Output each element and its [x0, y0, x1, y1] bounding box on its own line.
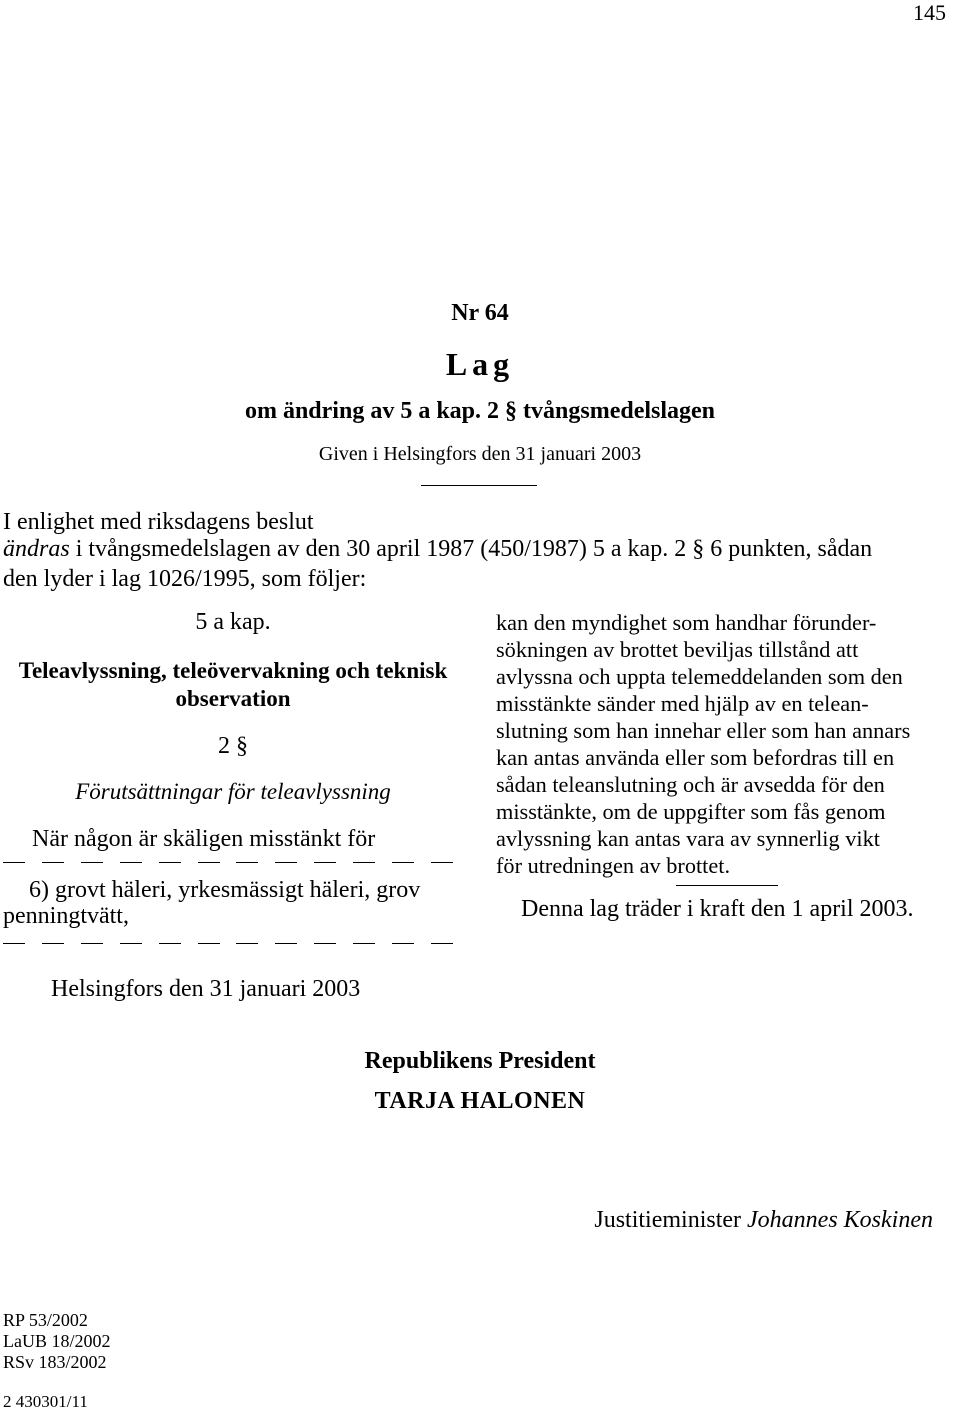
right-line: avlyssning kan antas vara av synnerlig vikt: [496, 826, 880, 851]
president-name: TARJA HALONEN: [374, 1088, 586, 1114]
reference-item: RP 53/2002: [3, 1310, 88, 1330]
chapter-label: 5 a kap.: [195, 609, 271, 635]
intro-line-1: I enlighet med riksdagens beslut: [3, 509, 314, 535]
document-type-title: Lag: [445, 346, 515, 382]
minister-signature: [594, 1207, 933, 1234]
minister-name: Johannes Koskinen: [747, 1207, 933, 1233]
right-line: avlyssna och uppta telemeddelanden som den: [496, 664, 903, 689]
given-date: Given i Helsingfors den 31 januari 2003: [318, 443, 642, 465]
print-code: 2 430301/11: [3, 1392, 88, 1411]
omission-dashes-2: [3, 943, 453, 945]
section-heading: Förutsättningar för teleavlyssning: [75, 779, 391, 804]
right-line: misstänkte, om de uppgifter som fås genom: [496, 799, 886, 824]
reference-item: RSv 183/2002: [3, 1352, 107, 1372]
place-date: Helsingfors den 31 januari 2003: [51, 976, 361, 1002]
page-number: 145: [913, 0, 946, 25]
right-column-text: [496, 609, 956, 879]
right-line: misstänkte sänder med hjälp av en telean-: [496, 691, 869, 716]
intro-line-3: den lyder i lag 1026/1995, som följer:: [3, 566, 367, 592]
reference-item: LaUB 18/2002: [3, 1331, 111, 1351]
header-divider: [421, 485, 537, 486]
intro-line-2: [3, 536, 872, 563]
right-line: kan antas använda eller som befordras till en: [496, 745, 895, 770]
section-label: 2 §: [218, 733, 248, 759]
chapter-heading: Teleavlyssning, teleövervakning och teknisk observation: [18, 658, 448, 711]
document-subtitle: om ändring av 5 a kap. 2 § tvångsmedelslagen: [244, 398, 716, 424]
right-line: slutning som han innehar eller som han annars: [496, 718, 911, 743]
right-line: sökningen av brottet beviljas tillstånd att: [496, 637, 859, 662]
item-6-line-2: penningtvätt,: [3, 903, 129, 929]
statute-number: Nr 64: [451, 300, 509, 326]
entry-into-force: Denna lag träder i kraft den 1 april 2003.: [521, 896, 914, 922]
omission-dashes-1: [3, 862, 453, 864]
intro-line-2-rest: i tvångsmedelslagen av den 30 april 1987 (450/1987) 5 a kap. 2 § 6 punkten, sådan: [69, 536, 873, 562]
right-line: sådan teleanslutning och är avsedda för den: [496, 772, 885, 797]
item-6-line-1: 6) grovt häleri, yrkesmässigt häleri, grov: [29, 877, 421, 903]
section-divider: [676, 885, 778, 886]
intro-italic-word: ändras: [3, 536, 70, 562]
right-line: kan den myndighet som handhar förunder-: [496, 610, 877, 635]
section-text-intro: När någon är skäligen misstänkt för: [32, 826, 376, 852]
president-title: Republikens President: [364, 1048, 596, 1074]
right-line: för utredningen av brottet.: [496, 853, 731, 878]
minister-title: Justitieminister: [594, 1207, 742, 1233]
